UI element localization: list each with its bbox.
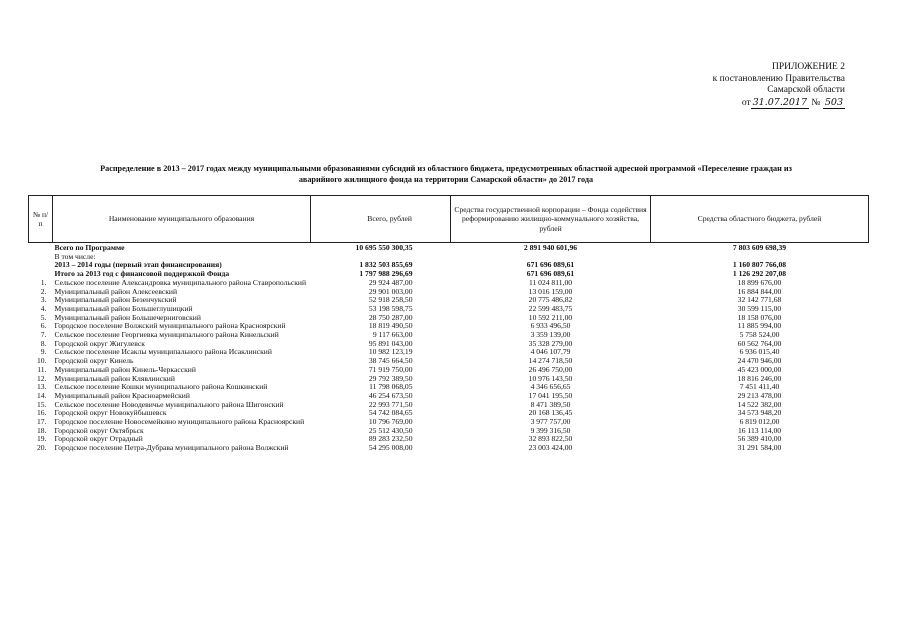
summary-name: В том числе:	[54, 251, 96, 261]
row-regional: 16 113 114,00	[737, 425, 782, 435]
summary-name: Итого за 2013 год с финансовой поддержкой Фонда	[54, 269, 230, 279]
appendix-block	[645, 62, 845, 109]
appendix-number: 503	[824, 96, 843, 108]
distribution-table-wrap	[28, 195, 868, 453]
row-total: 25 512 430,50	[368, 425, 413, 435]
row-regional: 24 470 946,00	[737, 356, 782, 366]
row-name: Муниципальный район Клявлинский	[54, 373, 175, 383]
row-number: 15.	[37, 399, 47, 409]
row-total: 54 742 084,65	[368, 408, 413, 418]
row-number: 4.	[40, 303, 47, 313]
row-total: 10 982 123,19	[368, 347, 413, 357]
header-name: Наименование муниципального образования	[53, 196, 311, 243]
summary-total: 1 797 988 296,69	[359, 269, 413, 279]
row-fund: 3 359 139,00	[530, 330, 571, 340]
summary-name: 2013 – 2014 годы (первый этап финансирования)	[54, 260, 222, 270]
row-regional: 14 522 382,00	[737, 399, 782, 409]
row-total: 38 745 664,50	[368, 356, 413, 366]
row-fund: 14 274 718,50	[528, 356, 573, 366]
distribution-table	[28, 195, 869, 453]
row-fund: 10 976 143,50	[528, 373, 573, 383]
row-total: 29 792 389,50	[368, 373, 413, 383]
row-regional: 18 899 676,00	[737, 277, 782, 287]
row-number: 17.	[37, 417, 47, 427]
row-name: Сельское поселение Александровка муниципального района Ставропольский	[54, 277, 307, 287]
row-fund: 20 775 486,82	[528, 295, 573, 305]
row-fund: 8 471 389,50	[530, 399, 571, 409]
row-number: 8.	[40, 338, 47, 348]
row-total: 89 283 232,50	[368, 434, 413, 444]
header-fund: Средства государственной корпорации – Фонда содействия реформированию жилищно-коммунального хозяйства, рублей	[451, 196, 651, 243]
row-name: Городское поселение Новосемейкино муниципального района Красноярский	[54, 417, 305, 427]
row-total: 18 819 490,50	[368, 321, 413, 331]
row-name: Городской округ Кинель	[54, 356, 134, 366]
row-fund: 4 046 107,79	[530, 347, 571, 357]
row-regional: 29 213 478,00	[737, 390, 782, 400]
row-number: 14.	[37, 390, 47, 400]
row-total: 29 901 003,00	[368, 286, 413, 296]
row-total: 29 924 487,00	[368, 277, 413, 287]
row-name: Городское поселение Волжский муниципального района Красноярский	[54, 321, 286, 331]
row-total: 22 993 771,50	[368, 399, 413, 409]
row-regional: 16 884 844,00	[737, 286, 782, 296]
row-fund: 11 024 811,00	[528, 277, 573, 287]
row-number: 7.	[40, 330, 47, 340]
row-number: 1.	[40, 277, 47, 287]
summary-fund: 2 891 940 601,96	[451, 243, 651, 253]
row-regional: 60 562 764,00	[737, 338, 782, 348]
row-name: Сельское поселение Георгиевка муниципального района Кинельский	[54, 330, 279, 340]
row-total: 28 750 287,00	[368, 312, 413, 322]
row-number: 12.	[37, 373, 47, 383]
row-total: 71 919 750,00	[368, 364, 413, 374]
row-regional: 6 936 015,40	[739, 347, 780, 357]
title-line-1: Распределение в 2013 – 2017 годах между муниципальными образованиями субсидий из областного бюджета, предусмотренных областной адресной программой «Переселение граждан из	[100, 164, 792, 173]
summary-regional: 7 803 609 698,39	[651, 243, 869, 253]
row-fund: 32 893 822,50	[528, 434, 573, 444]
summary-name: Всего по Программе	[53, 243, 311, 253]
summary-total: 1 832 503 855,69	[359, 260, 413, 270]
appendix-label: ПРИЛОЖЕНИЕ 2	[771, 62, 845, 72]
row-number: 13.	[37, 382, 47, 392]
row-regional: 7 451 411,40	[739, 382, 780, 392]
row-name: Городской округ Отрадный	[54, 434, 143, 444]
row-name: Городской округ Жигулевск	[54, 338, 145, 348]
row-fund: 4 346 656,65	[530, 382, 571, 392]
row-name: Городской округ Октябрьск	[54, 425, 144, 435]
row-number: 2.	[40, 286, 47, 296]
summary-number	[29, 253, 53, 262]
row-fund: 17 041 195,50	[528, 390, 573, 400]
summary-regional: 1 126 292 207,08	[732, 269, 787, 279]
row-fund: 10 592 211,00	[528, 312, 573, 322]
row-name: Сельское поселение Новодевичье муниципального района Шигонский	[54, 399, 284, 409]
row-total: 46 254 673,50	[368, 390, 413, 400]
row-number: 3.	[40, 295, 47, 305]
row-fund: 9 399 316,50	[530, 425, 571, 435]
row-name: Городской округ Новокуйбышевск	[54, 408, 167, 418]
row-regional: 30 599 115,00	[737, 303, 782, 313]
row-number: 10.	[37, 356, 47, 366]
row-name: Муниципальный район Алексеевский	[54, 286, 178, 296]
document-title	[36, 164, 856, 185]
row-fund: 26 496 750,00	[528, 364, 573, 374]
summary-number	[29, 243, 53, 253]
header-number: № п/п	[29, 196, 53, 243]
summary-total: 10 695 550 300,35	[311, 243, 451, 253]
row-number: 20.	[37, 443, 47, 453]
row-number: 5.	[40, 312, 47, 322]
row-total: 95 891 043,00	[368, 338, 413, 348]
row-total: 9 117 663,00	[372, 330, 413, 340]
row-fund: 3 977 757,00	[530, 417, 571, 427]
row-regional: 34 573 948,20	[737, 408, 782, 418]
header-total: Всего, рублей	[311, 196, 451, 243]
row-regional: 18 816 246,00	[737, 373, 782, 383]
header-regional: Средства областного бюджета, рублей	[651, 196, 869, 243]
row-total: 54 295 008,00	[368, 443, 413, 453]
row-name: Городское поселение Петра-Дубрава муниципального района Волжский	[54, 443, 289, 453]
row-regional: 11 885 994,00	[737, 321, 782, 331]
appendix-date-line	[645, 97, 845, 110]
row-name: Муниципальный район Кинель-Черкасский	[54, 364, 196, 374]
row-total: 11 798 068,05	[369, 382, 413, 392]
row-name: Муниципальный район Безенчукский	[54, 295, 177, 305]
row-fund: 23 003 424,00	[528, 443, 573, 453]
row-regional: 31 291 584,00	[737, 443, 782, 453]
row-total: 52 918 258,50	[368, 295, 413, 305]
row-fund: 22 599 483,75	[528, 303, 573, 313]
appendix-date-prefix: от	[741, 97, 751, 108]
table-header-row	[29, 196, 869, 243]
row-regional: 56 389 410,00	[737, 434, 782, 444]
row-name: Сельское поселение Кошки муниципального района Кошкинский	[54, 382, 268, 392]
appendix-number-sign: №	[811, 97, 821, 108]
row-number: 16.	[37, 408, 47, 418]
row-fund: 13 016 159,00	[528, 286, 573, 296]
row-regional: 32 142 771,68	[737, 295, 782, 305]
summary-fund: 671 696 089,61	[526, 269, 575, 279]
summary-regional: 1 160 807 766,08	[732, 260, 787, 270]
row-regional: 6 819 012,00	[739, 417, 780, 427]
summary-row	[29, 243, 869, 253]
title-line-2: аварийного жилищного фонда на территории Самарской области» до 2017 года	[298, 174, 594, 184]
table-body	[29, 243, 869, 453]
row-fund: 35 328 279,00	[528, 338, 573, 348]
row-number: 19.	[37, 434, 47, 444]
row-name: Муниципальный район Большеглушицкий	[54, 303, 193, 313]
row-total: 53 198 598,75	[368, 303, 413, 313]
row-fund: 6 933 496,50	[530, 321, 571, 331]
row-number: 18.	[37, 425, 47, 435]
row-number: 6.	[40, 321, 47, 331]
row-number: 11.	[37, 364, 47, 374]
summary-number	[29, 261, 53, 270]
appendix-date: 31.07.2017	[752, 96, 808, 108]
row-regional: 18 158 076,00	[737, 312, 782, 322]
row-regional: 45 423 000,00	[737, 364, 782, 374]
appendix-resolution: к постановлению Правительства	[712, 73, 845, 84]
row-total: 10 796 769,00	[368, 417, 413, 427]
summary-fund: 671 696 089,61	[526, 260, 575, 270]
appendix-region: Самарской области	[767, 85, 845, 95]
table-row	[29, 444, 869, 453]
row-name: Сельское поселение Исаклы муниципального района Исаклинский	[54, 347, 272, 357]
row-name: Муниципальный район Большечерниговский	[54, 312, 201, 322]
row-regional: 5 758 524,00	[739, 330, 780, 340]
row-name: Муниципальный район Красноармейский	[54, 390, 190, 400]
row-number: 9.	[40, 347, 47, 357]
row-fund: 20 168 136,45	[528, 408, 573, 418]
